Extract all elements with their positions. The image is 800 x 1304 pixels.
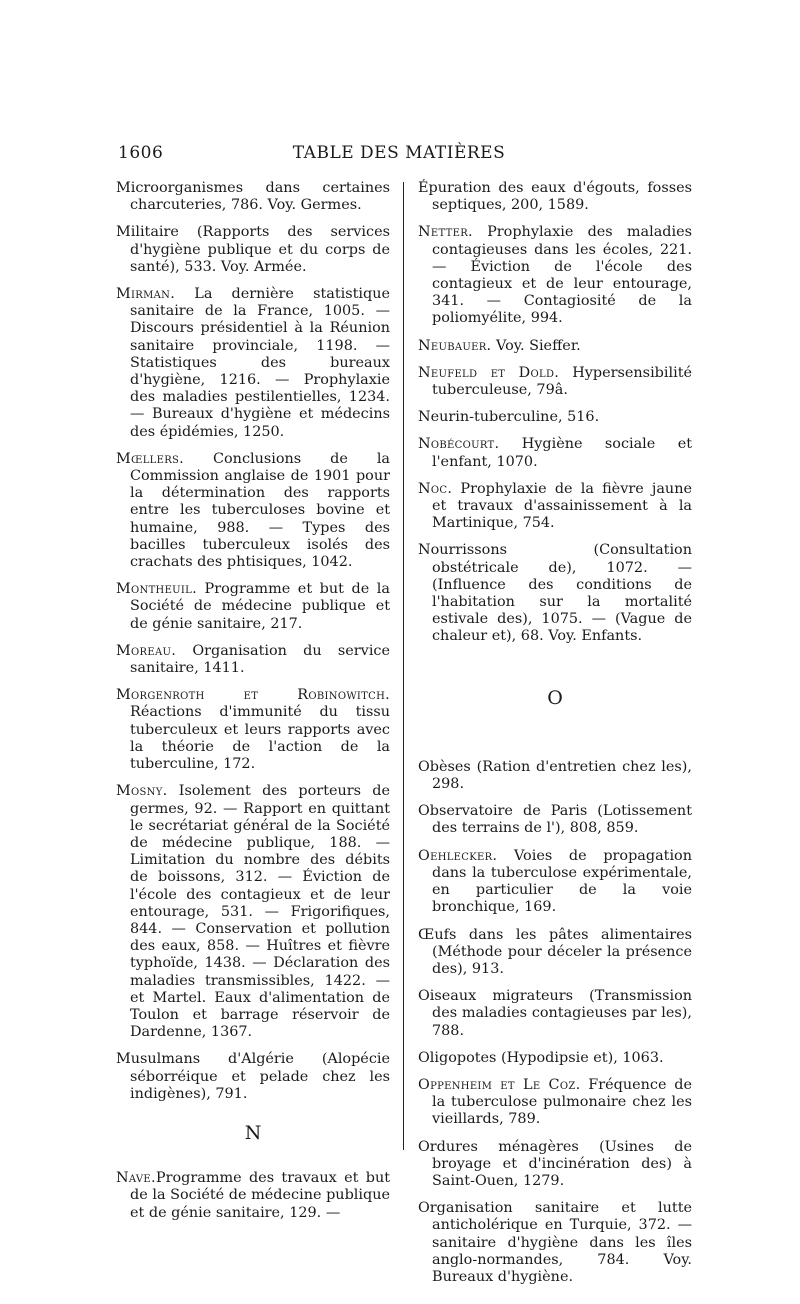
entry-author: Oppenheim et Le Coz.: [418, 1076, 581, 1093]
entry-text: Observatoire de Paris (Lotissement des terrains de l'), 808, 859.: [418, 803, 692, 837]
entry-text: Ordures ménagères (Usines de broyage et d'incinération des) à Saint-Ouen, 1279.: [418, 1138, 692, 1189]
right-entries: [418, 180, 692, 646]
section-letter-o: O: [547, 686, 563, 709]
index-entry: [418, 481, 692, 533]
entry-text: Isolement des porteurs de germes, 92. — Rapport en quittant le secrétariat général de la Société de médecine publique, 188. — Limitation du nombre des débits de boissons, 312. — Éviction de l'école des contagieux et de leur entourage, 531. — Frigorifiques, 844. — Conservation et pollution des eaux, 858. — Huîtres et fièvre typhoïde, 1438. — Déclaration des maladies transmissibles, 1422. — et Martel. Eaux d'alimentation de Toulon et barrage réservoir de Dardenne, 1367.: [130, 783, 390, 1041]
entry-text: Prophylaxie de la fièvre jaune et travaux d'assainissement à la Martinique, 754.: [432, 480, 692, 532]
entry-author: Montheuil.: [116, 581, 197, 598]
entry-text: Hypersensibilité tuberculeuse, 79â.: [432, 364, 692, 399]
entry-text: Neurin-tuberculine, 516.: [418, 409, 600, 426]
index-entry: [418, 1139, 692, 1191]
entry-author: Nobécourt.: [418, 436, 500, 453]
index-entry: [116, 180, 390, 214]
entry-text: Conclusions de la Commission anglaise de 1901 pour la détermination des rapports entre les tuberculoses bovine et humaine, 988. — Types des bacilles tuberculeux isolés des crachats des phtisiques, 1042.: [130, 450, 390, 571]
index-entry: [116, 1051, 390, 1103]
index-entry: [116, 451, 390, 571]
entry-author: Noc.: [418, 480, 453, 497]
index-entry: [418, 224, 692, 327]
entry-author: Netter.: [418, 224, 473, 241]
entry-author: Mirman.: [116, 286, 176, 303]
entry-text: Obèses (Ration d'entretien chez les), 298.: [418, 758, 692, 793]
index-entry: [418, 409, 692, 426]
left-entries: [116, 180, 390, 1103]
entry-text: Épuration des eaux d'égouts, fosses septiques, 200, 1589.: [418, 180, 692, 214]
entry-text: Voy. Sieffer.: [491, 337, 581, 354]
index-entry: [116, 286, 390, 441]
index-entry: [116, 581, 390, 633]
entry-author: Morgenroth et Robinowitch.: [116, 687, 390, 704]
index-entry: [418, 803, 692, 837]
index-entry: [418, 542, 692, 645]
entry-author: Neubauer.: [418, 337, 492, 354]
entry-text: Musulmans d'Algérie (Alopécie séborréique et pelade chez les indigènes), 791.: [116, 1051, 390, 1102]
left-entries-n: [116, 1170, 390, 1222]
index-entry: [418, 1200, 692, 1286]
index-entry: [418, 1077, 692, 1129]
entry-text: Oiseaux migrateurs (Transmission des maladies contagieuses par les), 788.: [418, 988, 692, 1039]
entry-text: Organisation du service sanitaire, 1411.: [130, 642, 390, 677]
entry-text: Voies de propagation dans la tuberculose expérimentale, en particulier de la voie bronchique, 169.: [432, 847, 692, 916]
index-entry: [418, 988, 692, 1040]
entry-text: Organisation sanitaire et lutte anticholérique en Turquie, 372. — sanitaire d'hygiène dans les îles anglo-normandes, 784. Voy. Bureaux d'hygiène.: [418, 1200, 692, 1285]
entry-text: La dernière statistique sanitaire de la France, 1005. — Discours présidentiel à la Réunion sanitaire provinciale, 1198. — Statistiques des bureaux d'hygiène, 1216. — Prophylaxie des maladies pestilentielles, 1234. — Bureaux d'hygiène et médecins des épidémies, 1250.: [130, 286, 390, 440]
left-column: [116, 180, 390, 1232]
entry-author: Moreau.: [116, 642, 177, 659]
index-entry: [116, 224, 390, 276]
page-header: [118, 143, 680, 167]
index-entry: [116, 687, 390, 773]
entry-text: Fréquence de la tuberculose pulmonaire chez les vieillards, 789.: [432, 1076, 692, 1128]
page-title: TABLE DES MATIÈRES: [292, 143, 506, 163]
index-entry: [418, 759, 692, 793]
index-entry: [418, 338, 692, 355]
entry-text: Réactions d'immunité du tissu tuberculeux et leurs rapports avec la théorie de l'action de la tuberculine, 172.: [130, 704, 390, 773]
entry-text: Oligopotes (Hypodipsie et), 1063.: [418, 1049, 664, 1066]
index-entry: [418, 436, 692, 470]
page-number: 1606: [118, 143, 164, 163]
entry-text: Programme des travaux et but de la Société de médecine publique et de génie sanitaire, 129. —: [130, 1170, 390, 1221]
entry-text: Prophylaxie des maladies contagieuses dans les écoles, 221. — Éviction de l'école des contagieux et de leur entourage, 341. — Contagiosité de la poliomyélite, 994.: [432, 224, 692, 327]
entry-author: Mosny.: [116, 783, 168, 800]
entry-text: Microorganismes dans certaines charcuteries, 786. Voy. Germes.: [116, 180, 390, 214]
index-entry: [418, 848, 692, 917]
index-entry: [418, 180, 692, 214]
entry-author: Nave.: [116, 1170, 156, 1187]
index-entry: [418, 365, 692, 399]
entry-text: Militaire (Rapports des services d'hygiène publique et du corps de santé), 533. Voy. Armée.: [116, 224, 390, 275]
column-divider: [403, 182, 404, 1150]
index-entry: [116, 643, 390, 677]
index-entry: [418, 927, 692, 979]
entry-author: Neufeld et Dold.: [418, 364, 560, 381]
entry-text: Hygiène sociale et l'enfant, 1070.: [432, 436, 692, 470]
right-entries-o: [418, 759, 692, 1286]
index-entry: [418, 1050, 692, 1067]
entry-text: Œufs dans les pâtes alimentaires (Méthode pour déceler la présence des), 913.: [418, 926, 692, 977]
entry-author: Mœllers.: [116, 450, 185, 467]
section-letter-n: N: [244, 1121, 262, 1144]
right-column: [418, 180, 692, 1296]
index-entry: [116, 1170, 390, 1222]
entry-author: Oehlecker.: [418, 847, 498, 864]
index-entry: [116, 783, 390, 1041]
entry-text: Programme et but de la Société de médecine publique et de génie sanitaire, 217.: [130, 581, 390, 632]
entry-text: Nourrissons (Consultation obstétricale de), 1072. — (Influence des conditions de l'habitation sur la mortalité estivale des), 1075. — (Vague de chaleur et), 68. Voy. Enfants.: [418, 542, 692, 645]
